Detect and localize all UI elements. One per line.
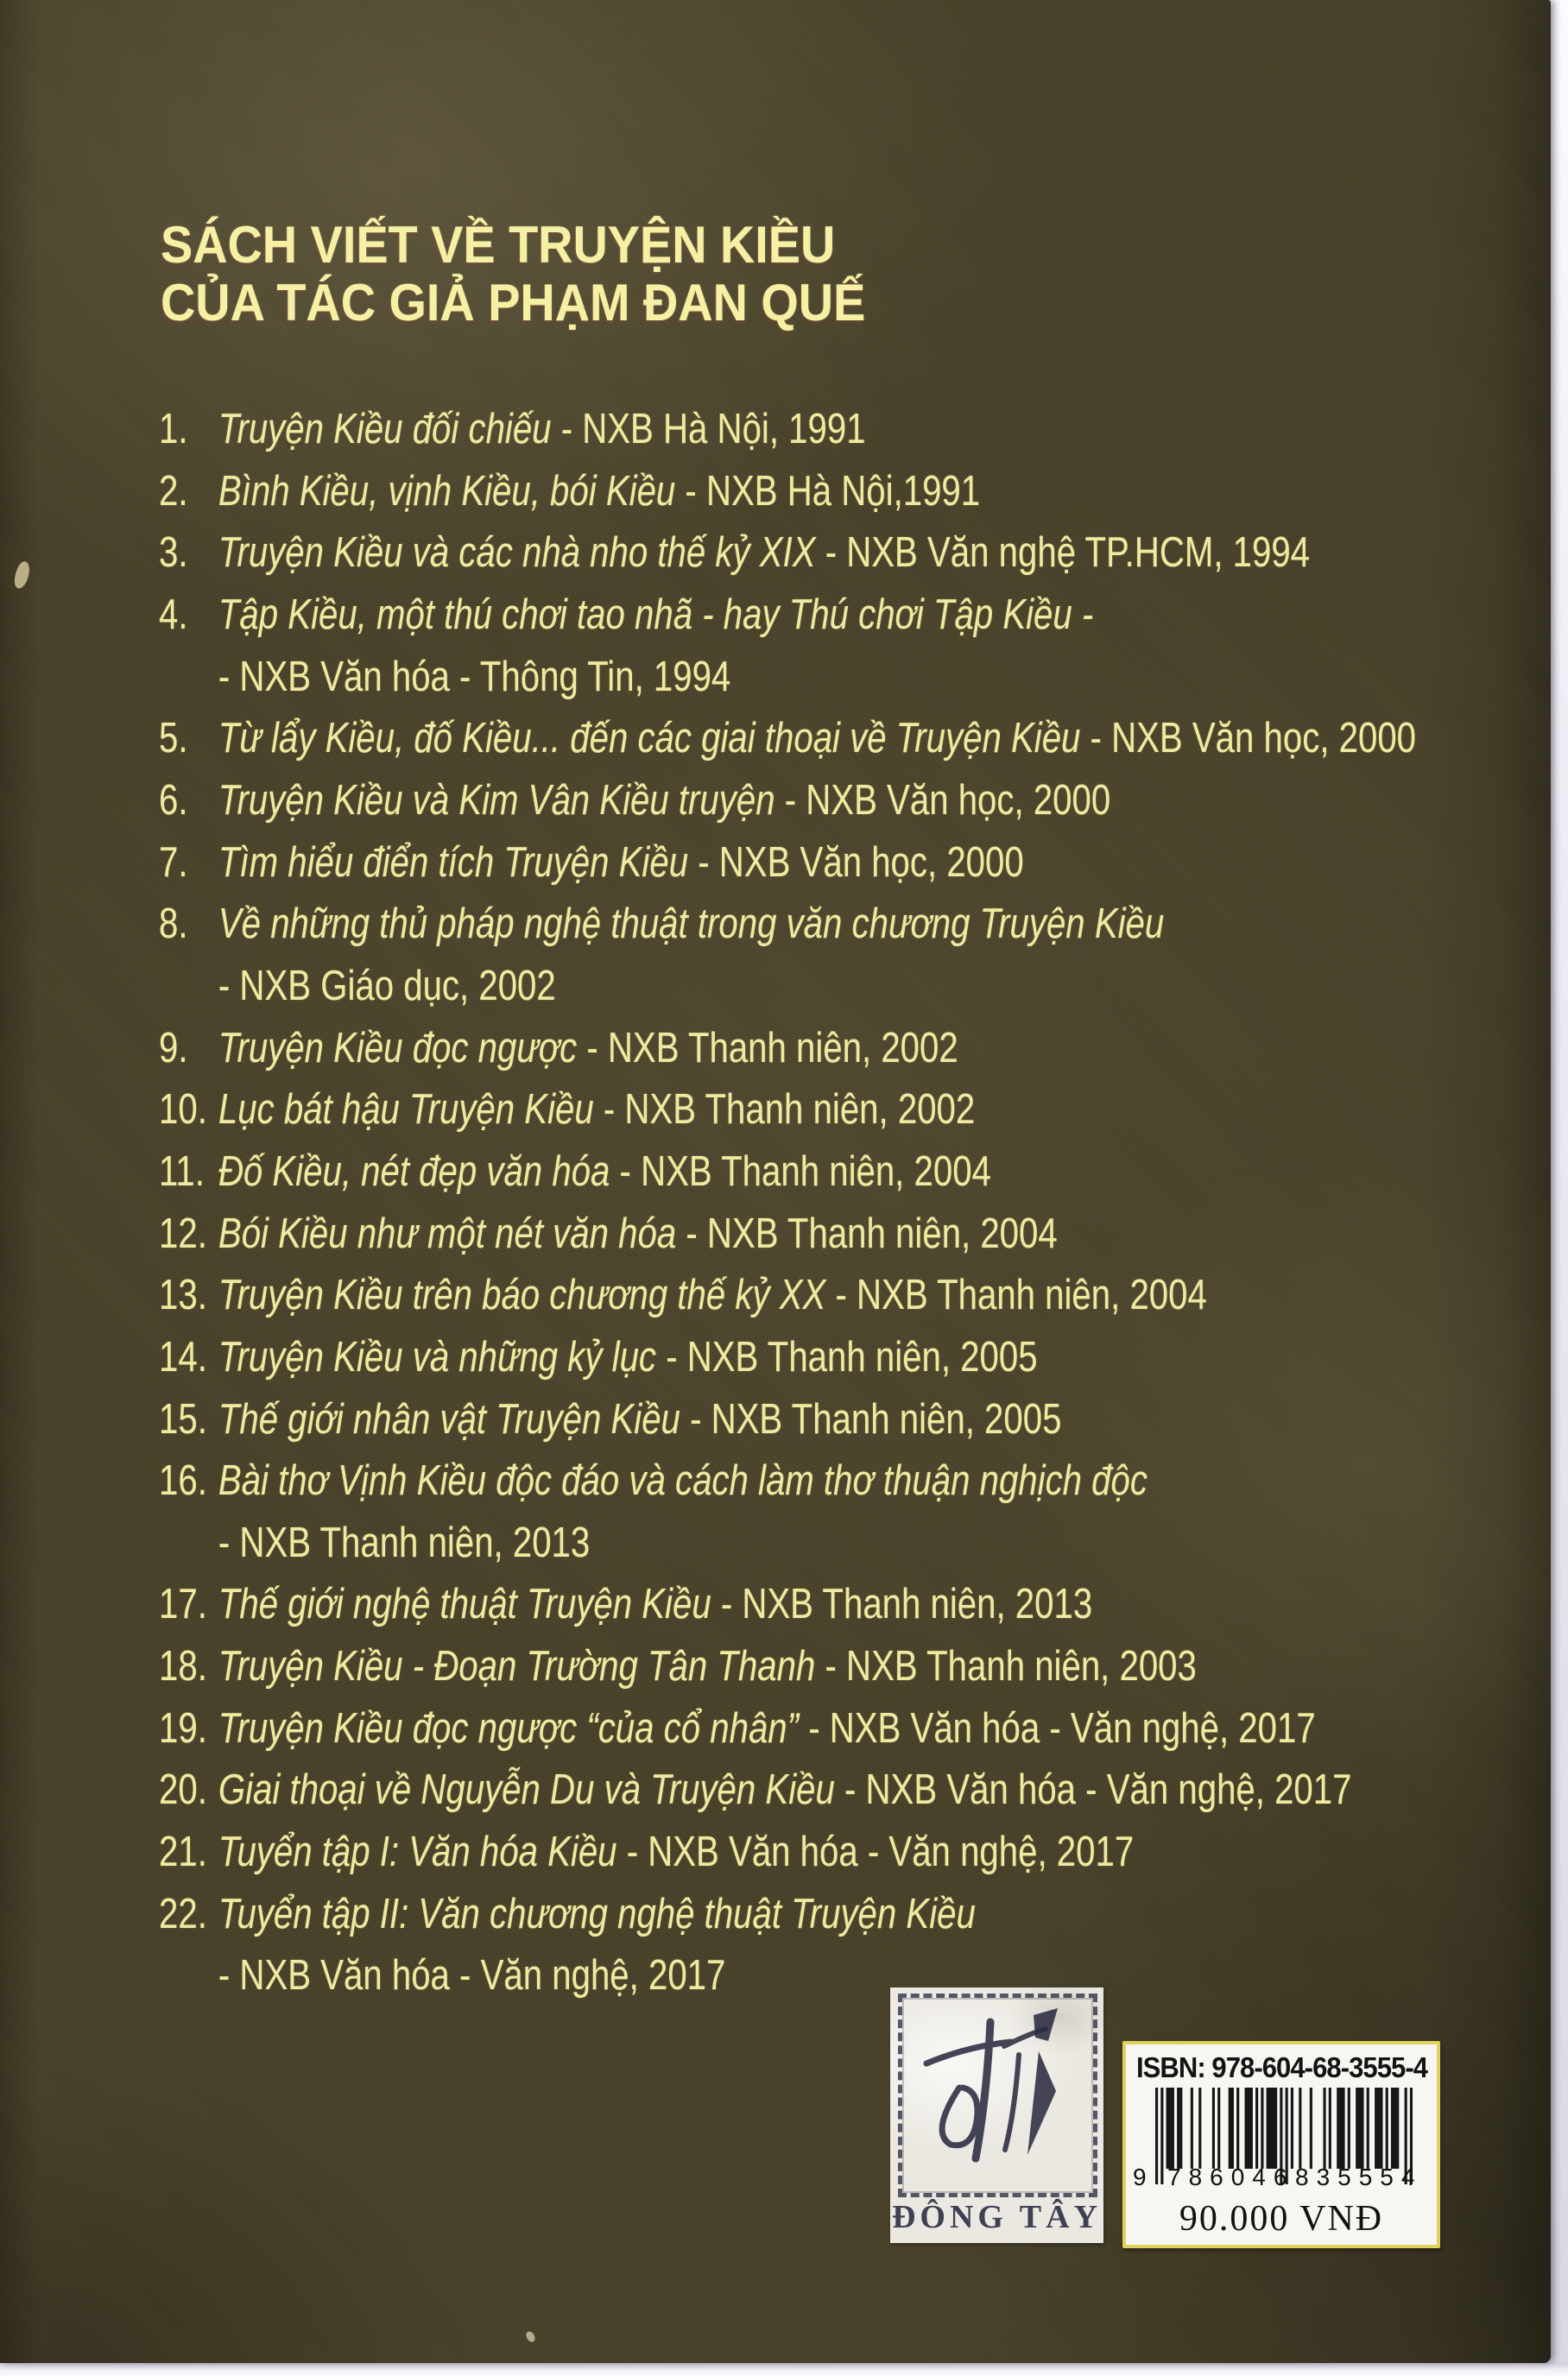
item-text: Về những thủ pháp nghệ thuật trong văn chương Truyện Kiều bbox=[218, 900, 1165, 948]
list-item bbox=[159, 1450, 1568, 1513]
item-text: - NXB Thanh niên, 2013 bbox=[218, 1519, 591, 1566]
item-text: Từ lẩy Kiều, đố Kiều... đến các giai thoại về Truyện Kiều - NXB Văn học, 2000 bbox=[218, 715, 1417, 762]
item-number: 14. bbox=[159, 1333, 207, 1381]
list-item bbox=[159, 1141, 1568, 1204]
list-item bbox=[159, 708, 1568, 770]
list-item-continuation bbox=[159, 647, 1568, 709]
item-text: Bình Kiều, vịnh Kiều, bói Kiều - NXB Hà Nội,1991 bbox=[218, 467, 981, 515]
item-number: 5. bbox=[159, 715, 188, 762]
item-number: 20. bbox=[159, 1766, 207, 1814]
item-text: - NXB Giáo dục, 2002 bbox=[218, 962, 556, 1009]
item-number: 9. bbox=[159, 1024, 188, 1071]
item-text: Giai thoại về Nguyễn Du và Truyện Kiều - NXB Văn hóa - Văn nghệ, 2017 bbox=[218, 1766, 1352, 1814]
item-text: Đố Kiều, nét đẹp văn hóa - NXB Thanh niên, 2004 bbox=[218, 1147, 991, 1195]
price-label: 90.000 VNĐ bbox=[1179, 2199, 1384, 2239]
item-number: 16. bbox=[159, 1457, 207, 1505]
item-text: Thế giới nghệ thuật Truyện Kiều - NXB Thanh niên, 2013 bbox=[218, 1581, 1093, 1628]
item-text: Tìm hiểu điển tích Truyện Kiều - NXB Văn học, 2000 bbox=[218, 838, 1024, 886]
isbn-label-box bbox=[1122, 2041, 1440, 2248]
item-number: 8. bbox=[159, 900, 188, 948]
item-number: 3. bbox=[159, 529, 188, 577]
list-item bbox=[159, 1389, 1568, 1451]
scanner-edge-bottom bbox=[0, 2362, 1568, 2376]
item-text: Truyện Kiều trên báo chương thế kỷ XX - NXB Thanh niên, 2004 bbox=[218, 1272, 1207, 1319]
list-item bbox=[159, 1884, 1568, 1946]
list-item bbox=[159, 1574, 1568, 1636]
item-number: 18. bbox=[159, 1643, 207, 1690]
list-item bbox=[159, 399, 1568, 461]
item-number: 4. bbox=[159, 591, 188, 638]
item-text: Lục bát hậu Truyện Kiều - NXB Thanh niên, 2002 bbox=[218, 1086, 976, 1134]
barcode-digits bbox=[1133, 2164, 1423, 2191]
dust-speck bbox=[524, 2330, 536, 2344]
item-text: Truyện Kiều đọc ngược “của cổ nhân” - NXB Văn hóa - Văn nghệ, 2017 bbox=[218, 1704, 1316, 1752]
calligraphy-icon bbox=[907, 2001, 1080, 2174]
item-number: 21. bbox=[159, 1829, 207, 1876]
barcode-digit-group: 786046 bbox=[1167, 2164, 1295, 2190]
stamp-frame bbox=[898, 1994, 1097, 2197]
item-text: Tập Kiều, một thú chơi tao nhã - hay Thú chơi Tập Kiều - bbox=[218, 591, 1094, 638]
list-item bbox=[159, 585, 1568, 647]
item-number: 2. bbox=[159, 467, 188, 515]
list-item-continuation bbox=[159, 1513, 1568, 1575]
list-item bbox=[159, 1079, 1568, 1141]
item-text: Truyện Kiều và Kim Vân Kiều truyện - NXB Văn học, 2000 bbox=[218, 776, 1111, 824]
list-item bbox=[159, 832, 1568, 894]
isbn-number: ISBN: 978-604-68-3555-4 bbox=[1136, 2051, 1428, 2083]
item-number: 15. bbox=[159, 1395, 207, 1443]
item-text: Bài thơ Vịnh Kiều độc đáo và cách làm thơ thuận nghịch độc bbox=[218, 1457, 1148, 1505]
dong-tay-stamp bbox=[890, 1987, 1103, 2243]
stamp-name: ĐÔNG TÂY bbox=[891, 2199, 1103, 2235]
item-text: Truyện Kiều - Đoạn Trường Tân Thanh - NXB Thanh niên, 2003 bbox=[218, 1643, 1197, 1690]
list-item bbox=[159, 770, 1568, 832]
list-item bbox=[159, 522, 1568, 585]
barcode-digit-group: 835554 bbox=[1295, 2164, 1423, 2190]
title-line-1: SÁCH VIẾT VỀ TRUYỆN KIỀU bbox=[161, 216, 836, 274]
list-item bbox=[159, 1018, 1568, 1080]
item-number: 13. bbox=[159, 1272, 207, 1319]
item-text: - NXB Văn hóa - Văn nghệ, 2017 bbox=[218, 1952, 726, 2000]
list-item bbox=[159, 1698, 1568, 1760]
list-item bbox=[159, 1760, 1568, 1822]
list-item bbox=[159, 1327, 1568, 1389]
item-text: Truyện Kiều và các nhà nho thế kỷ XIX - NXB Văn nghệ TP.HCM, 1994 bbox=[218, 529, 1311, 577]
book-list bbox=[159, 399, 1568, 2007]
item-text: Thế giới nhân vật Truyện Kiều - NXB Thanh niên, 2005 bbox=[218, 1395, 1062, 1443]
item-text: Truyện Kiều và những kỷ lục - NXB Thanh niên, 2005 bbox=[218, 1333, 1038, 1381]
item-text: Tuyển tập I: Văn hóa Kiều - NXB Văn hóa - Văn nghệ, 2017 bbox=[218, 1829, 1135, 1876]
item-number: 12. bbox=[159, 1210, 207, 1257]
item-text: Truyện Kiều đối chiếu - NXB Hà Nội, 1991 bbox=[218, 406, 866, 452]
item-number: 10. bbox=[159, 1086, 207, 1134]
item-number: 19. bbox=[159, 1704, 207, 1752]
item-number: 1. bbox=[159, 406, 188, 452]
list-item-continuation bbox=[159, 1945, 1568, 2007]
item-number: 22. bbox=[159, 1890, 207, 1937]
item-number: 17. bbox=[159, 1581, 207, 1628]
item-number: 7. bbox=[159, 838, 188, 886]
dust-speck bbox=[11, 559, 32, 590]
item-text: - NXB Văn hóa - Thông Tin, 1994 bbox=[218, 653, 731, 700]
page-title bbox=[161, 216, 865, 332]
item-number: 11. bbox=[159, 1147, 205, 1195]
list-item bbox=[159, 1822, 1568, 1884]
item-number: 6. bbox=[159, 776, 188, 824]
barcode-digit-group: 9 bbox=[1133, 2164, 1147, 2190]
item-text: Truyện Kiều đọc ngược - NXB Thanh niên, 2002 bbox=[218, 1024, 958, 1071]
item-text: Bói Kiều như một nét văn hóa - NXB Thanh niên, 2004 bbox=[218, 1210, 1058, 1257]
list-item bbox=[159, 1265, 1568, 1327]
item-text: Tuyển tập II: Văn chương nghệ thuật Truyện Kiều bbox=[218, 1890, 976, 1937]
title-line-2: CỦA TÁC GIẢ PHẠM ĐAN QUẾ bbox=[161, 274, 866, 332]
list-item-continuation bbox=[159, 956, 1568, 1018]
list-item bbox=[159, 894, 1568, 956]
list-item bbox=[159, 1636, 1568, 1698]
list-item bbox=[159, 461, 1568, 523]
list-item bbox=[159, 1204, 1568, 1266]
